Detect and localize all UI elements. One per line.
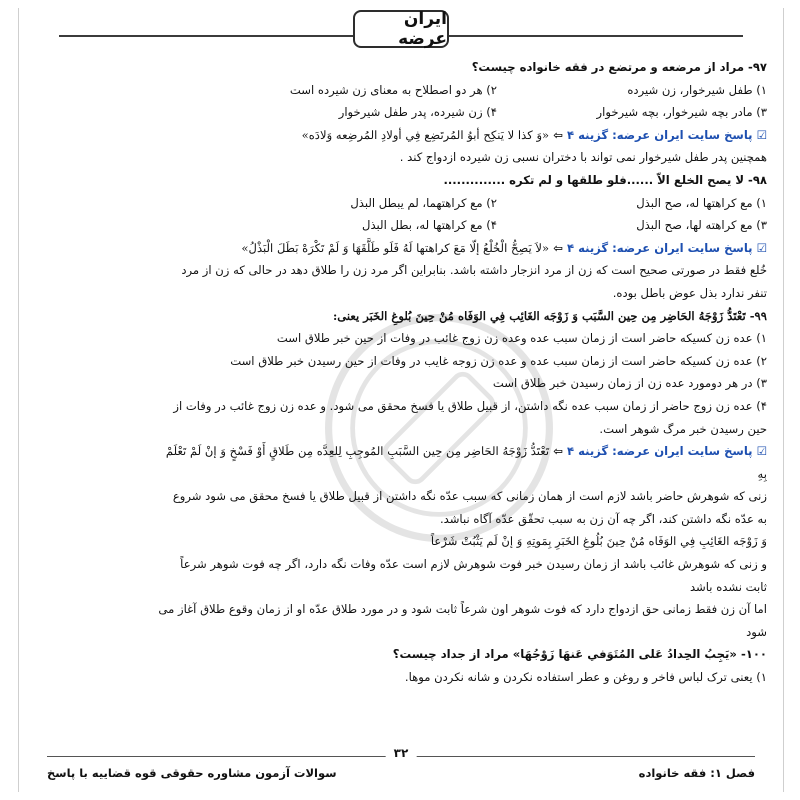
answer-98-quote: «لاَ یَصِحُّ الْخُلْعُ إلّا مَعَ كراهتها لَهُ فَلَو طَلَّقَهَا وَ لَمْ تَكْرَهْ بَطَلَ الْبَذْلُ» <box>241 240 550 255</box>
option-97-3: ۳) مادر بچه شیرخوار، بچه شیرخوار <box>596 105 767 120</box>
option-99-2: ۲) عده زن کسیکه حاضر است از زمان سبب عده و عده زن زوجه غایب در وفات از حین رسیدن خبر طلاق است <box>230 353 767 368</box>
answer-99 <box>33 440 767 463</box>
option-98-1: ۱) مع كراهتها له، صح البذل <box>636 195 767 210</box>
checkbox-icon: ☑ <box>756 444 767 459</box>
checkbox-icon: ☑ <box>756 240 767 255</box>
option-98-4: ۴) مع كراهتها له، بطل البذل <box>362 218 497 233</box>
answer-99-quote-end: بِهِ <box>757 466 767 481</box>
option-99-3: ۳) در هر دومورد عده زن از زمان رسیدن خبر طلاق است <box>492 376 767 391</box>
question-100: ۱۰۰- «يَجِبُ الحِدادُ عَلی المُتَوَفي عَنهَا زَوْجُهَا» مراد از جداد چیست؟ <box>392 647 767 662</box>
explanation-98-line1: خُلع فقط در صورتی صحیح است که زن از مرد انزجار داشته باشد. بنابراین اگر مرد زن را طلاق دهد در حالی که زن از مرد <box>181 263 767 278</box>
option-99-1: ۱) عده زن کسیکه حاضر است از زمان سبب عده وعده زن زوج غائب در وفات از حین خبر طلاق است <box>276 331 767 346</box>
option-97-1: ۱) طفل شیرخوار، زن شیرده <box>627 82 767 97</box>
options-98-row2 <box>33 214 767 237</box>
explanation-98-line2: تنفر ندارد بذل عوض باطل بوده. <box>612 285 767 300</box>
left-arrow-icon: ⇦ <box>553 127 563 142</box>
logo-text: ایران عرضه <box>398 9 447 49</box>
option-100-1: ۱) یعنی ترک لباس فاخر و روغن و عطر استفاده نکردن و شانه نکردن موها. <box>404 670 767 685</box>
explanation-99-arabic: وَ زَوْجَه الغَائِبِ فِي الوَفَاه مُنْ حِينَ بُلُوغِ الخَبَرِ بِمَوتِهِ وَ إنْ لَم يَثْبُتْ شَرْعاً <box>430 534 767 549</box>
book-title: سوالات آزمون مشاوره حقوقی قوه قضاییه با پاسخ <box>47 766 337 780</box>
options-98-row1 <box>33 192 767 215</box>
explanation-99-line2: به عدّه نگه داشتن کند، اگر چه آن زن به سبب تحقّق عدّه آگاه نباشد. <box>439 511 767 526</box>
brand-logo <box>353 10 449 48</box>
explanation-99-line4: ثابت نشده باشد <box>689 579 767 594</box>
explanation-99-line5: اما آن زن فقط زمانی حق ازدواج دارد که فوت شوهر اون شرعاً ثابت شود و در مورد طلاق عدّه او از زمان وقوع طلاق آغاز می <box>158 602 767 617</box>
option-98-3: ۳) مع كراهته لها، صح البذل <box>636 218 767 233</box>
option-97-2: ۲) هر دو اصطلاح به معنای زن شیرده است <box>289 82 497 97</box>
option-97-4: ۴) زن شیرده، پدر طفل شیرخوار <box>338 105 497 120</box>
question-99: ۹۹- تَعْتَدُّ زَوْجَهُ الحَاضِر مِن حِين السَّبَب وَ زَوْجَه الغَائِب فِي الوَفَاه مُنْ حِينَ بُلوغِ الخَبَر يعنی: <box>332 308 767 323</box>
page-header <box>19 8 783 54</box>
answer-97 <box>33 124 767 147</box>
option-99-4-line1: ۴) عده زن زوج حاضر از زمان سبب عده نگه داشتن، از قبیل طلاق یا فسخ محقق می شود. و عده زن زوج غائب در وفات از <box>173 398 767 413</box>
left-arrow-icon: ⇦ <box>553 444 563 459</box>
explanation-99-line6: شود <box>746 624 767 639</box>
explanation-99-line1: زنی که شوهرش حاضر باشد لازم است از همان زمانی که سبب عدّه نگه داشتن از قبیل طلاق یا فسخ محقق می شود شروع <box>172 489 767 504</box>
page-number: ۳۲ <box>386 746 417 760</box>
chapter-title: فصل ۱: فقه خانواده <box>638 766 755 780</box>
answer-99-label: پاسخ سایت ایران عرضه: گزینه ۴ <box>566 444 753 459</box>
checkbox-icon: ☑ <box>756 127 767 142</box>
page-content <box>33 56 767 740</box>
answer-97-quote: «وَ كذا لا یَنكِح أبوُ المُرتَضِع فِي أولادِ المُرضِعه وَلادَه» <box>301 127 550 142</box>
question-98: ۹۸- لا يصح الخلع الاّ ......فلو طلقها و لم تكره .............. <box>443 172 767 187</box>
left-arrow-icon: ⇦ <box>553 240 563 255</box>
options-97-row1 <box>33 79 767 102</box>
explanation-99-line3: و زنی که شوهرش غائب باشد از زمان رسیدن خبر فوت شوهرش لازم است عدّه وفات نگه دارد، اگر چه فوت شوهر شرعاً <box>180 557 767 572</box>
question-97: ۹۷- مراد از مرضعه و مرتضع در فقه خانواده چیست؟ <box>471 60 767 74</box>
page <box>18 8 784 792</box>
answer-97-label: پاسخ سایت ایران عرضه: گزینه ۴ <box>566 127 753 142</box>
explanation-97: همچنین پدر طفل شیرخوار نمی تواند با دختران نسبی زن شیرده ازدواج کند . <box>399 150 767 165</box>
answer-98-label: پاسخ سایت ایران عرضه: گزینه ۴ <box>566 240 753 255</box>
options-97-row2 <box>33 101 767 124</box>
answer-98 <box>33 237 767 260</box>
option-99-4-line2: حین رسیدن خبر مرگ شوهر است. <box>599 421 767 436</box>
option-98-2: ۲) مع كراهتهما، لم يبطل البذل <box>350 195 497 210</box>
page-footer <box>19 742 783 792</box>
answer-99-quote: تَعْتَدُّ زَوْجَهُ الحَاضِر مِن حِين السَّبَبِ المُوجِبِ لِلعِدَّه مِن طَلاقٍ أَوْ فَسْخٍ وَ إنْ لَمْ تَعْلَمْ <box>165 444 550 459</box>
